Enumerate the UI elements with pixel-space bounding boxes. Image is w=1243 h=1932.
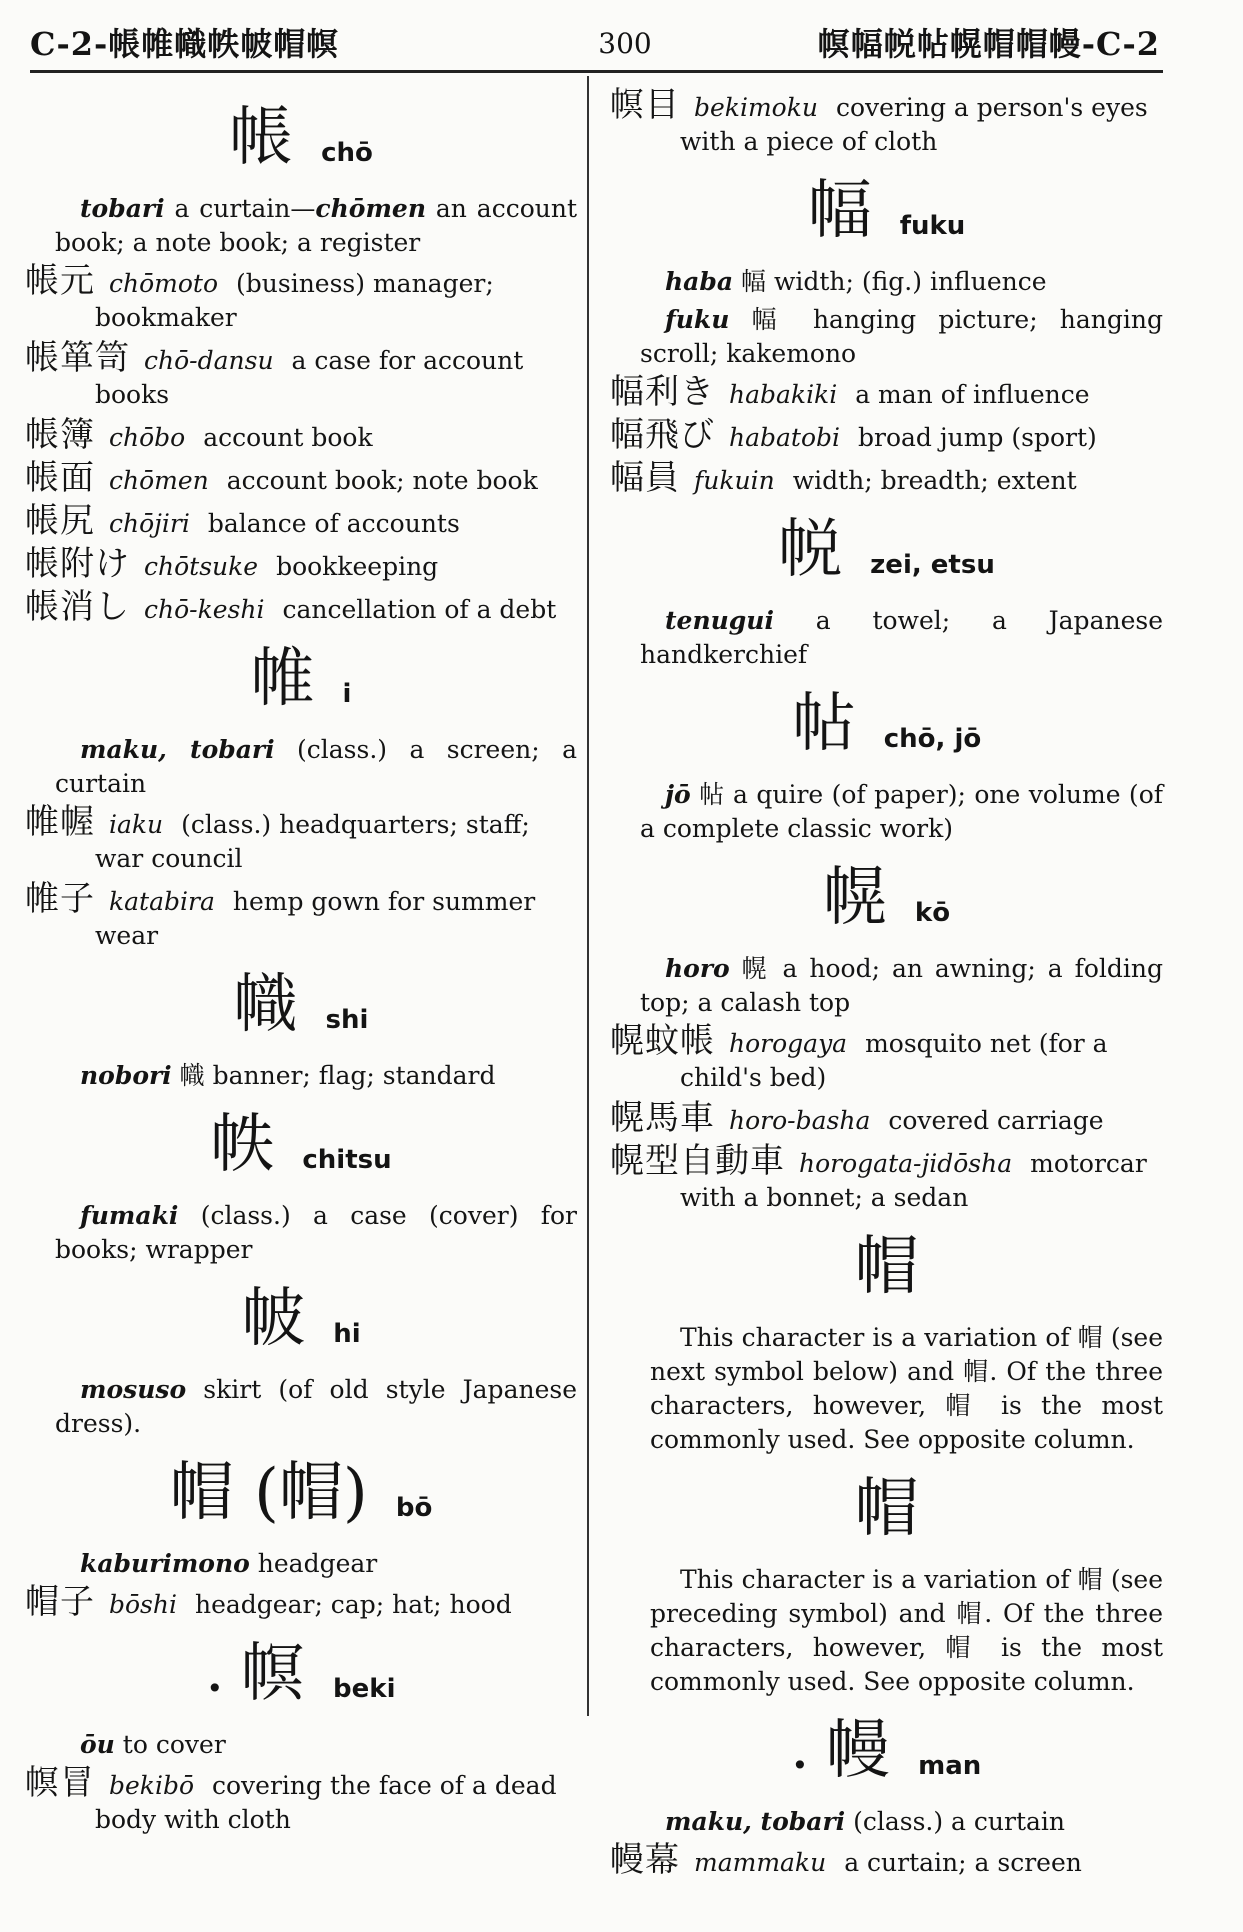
entry-heading	[25, 1099, 577, 1195]
entry-heading	[610, 504, 1163, 600]
kun-reading: mosuso	[80, 1375, 187, 1404]
left-column	[25, 86, 577, 1843]
compound-gloss: mosquito net (for a child's bed)	[680, 1029, 1108, 1092]
entry-heading	[25, 92, 577, 188]
compound-entry	[610, 1840, 1163, 1880]
definition-text: (class.) a screen; a curtain	[55, 735, 577, 798]
compound-romaji: chō-keshi	[144, 595, 265, 624]
kun-reading-2: chōmen	[315, 194, 426, 223]
compound-entry	[25, 587, 577, 627]
kun-reading: maku, tobari	[80, 735, 275, 764]
compound-entry	[25, 1582, 577, 1622]
compound-word: 帳元	[25, 261, 95, 301]
entry-heading	[610, 1705, 1163, 1801]
kun-reading: ōu	[80, 1730, 115, 1759]
definition-text: 幟 banner; flag; standard	[171, 1061, 496, 1090]
headword-reading: kō	[914, 897, 951, 928]
header-left-guide: C-2-帳帷幟帙帔帽幎	[30, 25, 340, 63]
definition-line	[55, 1728, 577, 1762]
headword-kanji: 幌	[822, 861, 887, 935]
kun-reading: jō	[665, 780, 691, 809]
compound-gloss: covering a person's eyes with a piece of cloth	[680, 93, 1148, 156]
compound-word: 帷幄	[25, 802, 95, 842]
definition-line	[640, 604, 1163, 672]
compound-gloss: bookkeeping	[276, 552, 439, 581]
compound-gloss: covered carriage	[888, 1106, 1104, 1135]
compound-romaji: horogata-jidōsha	[799, 1149, 1013, 1178]
compound-word: 帳簿	[25, 415, 95, 455]
compound-entry	[610, 1021, 1163, 1095]
compound-romaji: horo-basha	[729, 1106, 871, 1135]
headword-reading: chō, jō	[883, 723, 982, 754]
compound-entry	[25, 458, 577, 498]
definition-line	[55, 192, 577, 260]
definition-text: 幅 hanging picture; hanging scroll; kakemono	[640, 305, 1163, 368]
compound-gloss: (class.) headquarters; staff; war council	[95, 810, 530, 873]
compound-word: 帳附け	[25, 544, 130, 584]
definition-line	[55, 1199, 577, 1267]
headword-kanji: 幎	[241, 1637, 306, 1711]
headword-kanji: 幔	[826, 1714, 891, 1788]
kun-reading: nobori	[80, 1061, 172, 1090]
headword-kanji: 幅	[807, 174, 872, 248]
header-rule	[30, 70, 1163, 73]
definition-line	[55, 733, 577, 801]
definition-text: (class.) a case (cover) for books; wrapper	[55, 1201, 577, 1264]
compound-romaji: mammaku	[694, 1848, 827, 1877]
entry-heading	[610, 1463, 1163, 1559]
compound-word: 幅員	[610, 458, 680, 498]
headword-kanji: 帔	[241, 1282, 306, 1356]
kun-reading: tenugui	[665, 606, 774, 635]
compound-romaji: chōmen	[109, 466, 209, 495]
headword-reading: chitsu	[302, 1144, 392, 1175]
kun-reading: fuku	[665, 305, 730, 334]
compound-entry	[610, 458, 1163, 498]
bullet-mark: •	[206, 1671, 224, 1705]
compound-word: 幔幕	[610, 1840, 680, 1880]
compound-romaji: bekibō	[109, 1771, 194, 1800]
column-divider	[587, 76, 589, 1716]
headword-reading: man	[918, 1750, 982, 1781]
definition-text: a curtain—	[164, 194, 316, 223]
compound-word: 幅利き	[610, 372, 715, 412]
variant-note: This character is a variation of 帽 (see next symbol below) and 帽. Of the three characters, however, 帽 is the most commonly used. See opposite column.	[650, 1323, 1163, 1454]
compound-entry	[610, 415, 1163, 455]
compound-word: 帳箪笥	[25, 338, 130, 378]
compound-word: 幌馬車	[610, 1098, 715, 1138]
definition-line	[55, 1373, 577, 1441]
compound-gloss: a man of influence	[855, 380, 1090, 409]
compound-entry	[25, 802, 577, 876]
compound-gloss: motorcar with a bonnet; a sedan	[680, 1149, 1147, 1212]
compound-entry	[610, 372, 1163, 412]
compound-word: 帽子	[25, 1582, 95, 1622]
definition-line	[55, 1547, 577, 1581]
definition-line	[640, 1805, 1163, 1839]
compound-word: 帳消し	[25, 587, 130, 627]
headword-reading: shi	[325, 1004, 369, 1035]
compound-word: 幎冒	[25, 1763, 95, 1803]
entry-heading	[25, 1447, 577, 1543]
compound-romaji: chōtsuke	[144, 552, 259, 581]
compound-romaji: bekimoku	[694, 93, 818, 122]
compound-gloss: (business) manager; bookmaker	[95, 269, 494, 332]
compound-romaji: chōjiri	[109, 509, 190, 538]
headword-reading: bō	[395, 1492, 433, 1523]
definition-text: headgear	[249, 1549, 378, 1578]
right-column	[610, 86, 1163, 1886]
page-header	[30, 18, 1160, 72]
kun-reading: fumaki	[80, 1201, 179, 1230]
variant-note: This character is a variation of 帽 (see preceding symbol) and 帽. Of the three characters, however, 帽 is the most commonly used. See opposite column.	[650, 1565, 1163, 1696]
compound-romaji: chō-dansu	[144, 346, 274, 375]
headword-kanji: 帽	[854, 1472, 919, 1546]
compound-entry	[25, 338, 577, 412]
entry-heading	[25, 959, 577, 1055]
definition-text: 幌 a hood; an awning; a folding top; a calash top	[640, 954, 1163, 1017]
entry-heading	[25, 1628, 577, 1724]
compound-entry	[25, 544, 577, 584]
compound-gloss: a case for account books	[95, 346, 524, 409]
compound-entry	[25, 1763, 577, 1837]
kun-reading: kaburimono	[80, 1549, 250, 1578]
headword-kanji: 帳	[229, 101, 294, 175]
definition-text: 幅 width; (fig.) influence	[733, 267, 1047, 296]
entry-heading	[610, 852, 1163, 948]
compound-romaji: katabira	[109, 887, 215, 916]
entry-heading	[610, 165, 1163, 261]
compound-romaji: chōmoto	[109, 269, 219, 298]
headword-reading: fuku	[899, 210, 966, 241]
definition-line	[640, 265, 1163, 299]
headword-kanji: 帽 (帽)	[169, 1456, 368, 1530]
compound-entry	[610, 85, 1163, 159]
headword-kanji: 幟	[233, 968, 298, 1042]
definition-line	[640, 778, 1163, 846]
compound-gloss: headgear; cap; hat; hood	[194, 1590, 512, 1619]
compound-entry	[610, 1141, 1163, 1215]
kun-reading: haba	[665, 267, 734, 296]
compound-word: 帷子	[25, 879, 95, 919]
headword-reading: zei, etsu	[870, 549, 995, 580]
compound-romaji: chōbo	[109, 423, 186, 452]
page-number: 300	[598, 27, 652, 60]
bullet-mark: •	[791, 1748, 809, 1782]
entry-heading	[25, 633, 577, 729]
compound-gloss: covering the face of a dead body with cloth	[95, 1771, 557, 1834]
headword-kanji: 帖	[791, 687, 856, 761]
headword-kanji: 帙	[210, 1108, 275, 1182]
compound-entry	[610, 1098, 1163, 1138]
headword-reading: i	[342, 678, 352, 709]
compound-gloss: a curtain; a screen	[844, 1848, 1082, 1877]
compound-romaji: iaku	[109, 810, 164, 839]
definition-line	[640, 303, 1163, 371]
compound-word: 幌型自動車	[610, 1141, 785, 1181]
compound-word: 幅飛び	[610, 415, 715, 455]
kun-reading: maku, tobari	[665, 1807, 846, 1836]
definition-text: (class.) a curtain	[845, 1807, 1066, 1836]
definition-text: a towel; a Japanese handkerchief	[640, 606, 1163, 669]
headword-reading: hi	[333, 1318, 361, 1349]
compound-entry	[25, 415, 577, 455]
header-right-guide: 幎幅帨帖幌帽帽幔-C-2	[817, 25, 1160, 63]
compound-gloss: account book	[203, 423, 373, 452]
compound-entry	[25, 261, 577, 335]
headword-reading: chō	[321, 137, 373, 168]
compound-romaji: bōshi	[109, 1590, 177, 1619]
compound-romaji: horogaya	[729, 1029, 848, 1058]
compound-word: 幎目	[610, 85, 680, 125]
definition-text-2: an account book; a note book; a register	[55, 194, 578, 257]
kun-reading: tobari	[80, 194, 165, 223]
compound-word: 帳尻	[25, 501, 95, 541]
definition-text: to cover	[114, 1730, 226, 1759]
definition-line	[55, 1059, 577, 1093]
headword-kanji: 帽	[854, 1230, 919, 1304]
compound-entry	[25, 501, 577, 541]
definition-text: skirt (of old style Japanese dress).	[55, 1375, 577, 1438]
headword-kanji: 帷	[250, 642, 315, 716]
compound-romaji: fukuin	[694, 466, 775, 495]
compound-gloss: cancellation of a debt	[282, 595, 557, 624]
definition-text: 帖 a quire (of paper); one volume (of a complete classic work)	[640, 780, 1163, 843]
entry-heading	[25, 1273, 577, 1369]
headword-kanji: 帨	[778, 513, 843, 587]
compound-word: 帳面	[25, 458, 95, 498]
compound-gloss: width; breadth; extent	[792, 466, 1077, 495]
definition-line	[640, 952, 1163, 1020]
kun-reading: horo	[665, 954, 730, 983]
compound-gloss: balance of accounts	[207, 509, 460, 538]
compound-romaji: habakiki	[729, 380, 838, 409]
entry-heading	[610, 1221, 1163, 1317]
compound-gloss: account book; note book	[226, 466, 538, 495]
entry-heading	[610, 678, 1163, 774]
compound-word: 幌蚊帳	[610, 1021, 715, 1061]
compound-romaji: habatobi	[729, 423, 841, 452]
headword-reading: beki	[333, 1673, 396, 1704]
compound-gloss: hemp gown for summer wear	[95, 887, 536, 950]
compound-entry	[25, 879, 577, 953]
compound-gloss: broad jump (sport)	[858, 423, 1097, 452]
